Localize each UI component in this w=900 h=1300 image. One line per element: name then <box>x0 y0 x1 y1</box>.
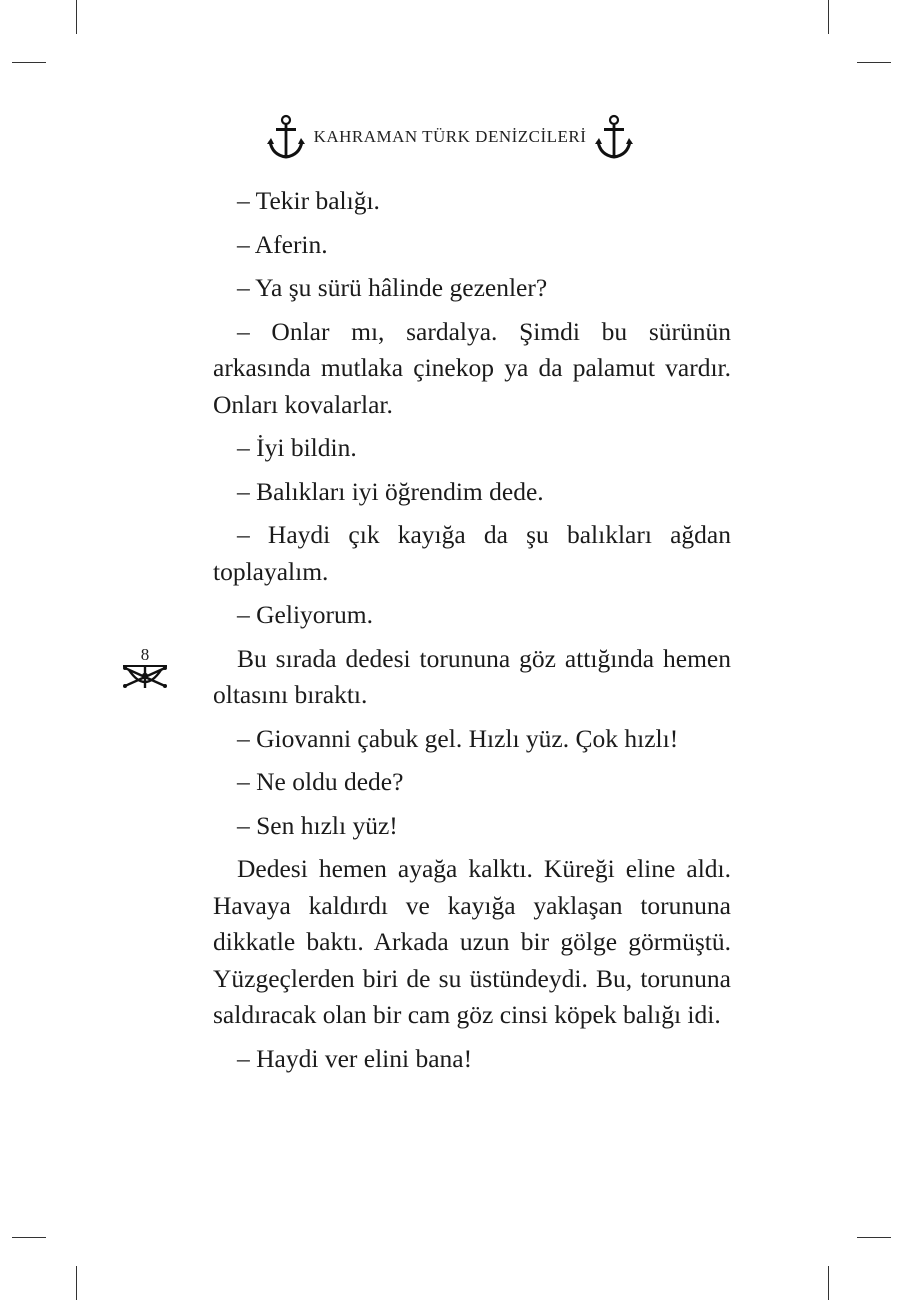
crop-mark <box>857 62 891 63</box>
page-number-block <box>118 646 172 690</box>
paragraph: – Tekir balığı. <box>237 186 380 215</box>
paragraph: Dedesi hemen ayağa kalktı. Küreği eline aldı. Havaya kaldırdı ve kayığa yaklaşan torununa dikkatle baktı. Arkada uzun bir gölge görmüştü. Yüzgeçlerden biri de su üstündeydi. Bu, torununa saldıracak olan bir cam göz cinsi köpek balığı idi. <box>213 854 731 1029</box>
paragraph: – Haydi çık kayığa da şu balıkları ağdan toplayalım. <box>213 520 731 586</box>
paragraph: – İyi bildin. <box>237 433 357 462</box>
page-body <box>213 183 731 1084</box>
paragraph: – Haydi ver elini bana! <box>237 1043 473 1073</box>
anchor-icon <box>266 113 306 161</box>
anchor-icon <box>594 113 634 161</box>
crop-mark <box>828 0 829 34</box>
crop-mark <box>76 0 77 34</box>
ship-wheel-icon <box>120 664 170 690</box>
paragraph: – Giovanni çabuk gel. Hızlı yüz. Çok hızlı! <box>237 723 679 753</box>
crop-mark <box>828 1266 829 1300</box>
crop-mark <box>76 1266 77 1300</box>
paragraph: – Onlar mı, sardalya. Şimdi bu sürünün arkasında mutlaka çinekop ya da palamut vardır. Onları kovalarlar. <box>213 316 731 419</box>
page-number: 8 <box>140 645 150 664</box>
running-header-title: KAHRAMAN TÜRK DENİZCİLERİ <box>313 127 587 146</box>
running-header <box>0 112 900 162</box>
paragraph: Bu sırada dedesi torununa göz attığında hemen oltasını bıraktı. <box>213 643 731 709</box>
paragraph: – Sen hızlı yüz! <box>237 810 398 840</box>
crop-mark <box>857 1237 891 1238</box>
paragraph: – Ya şu sürü hâlinde gezenler? <box>237 273 548 302</box>
paragraph: – Balıkları iyi öğrendim dede. <box>237 476 544 506</box>
crop-mark <box>12 1237 46 1238</box>
paragraph: – Ne oldu dede? <box>237 767 404 796</box>
paragraph: – Aferin. <box>237 229 328 259</box>
crop-mark <box>12 62 46 63</box>
paragraph: – Geliyorum. <box>237 600 373 629</box>
